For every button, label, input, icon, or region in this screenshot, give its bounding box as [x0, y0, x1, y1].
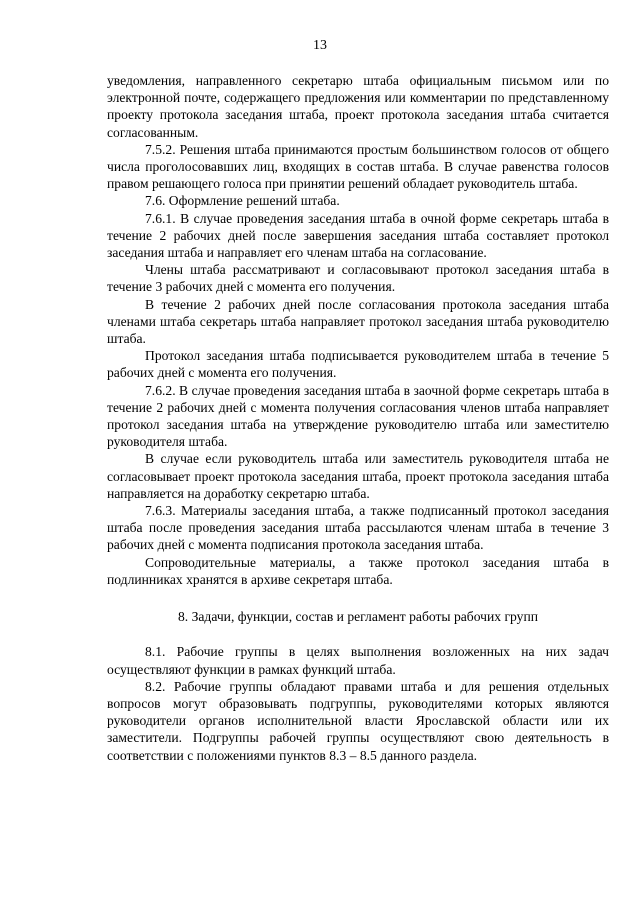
paragraph: Протокол заседания штаба подписывается руководителем штаба в течение 5 рабочих дней с момента его получения.	[107, 348, 609, 381]
document-body	[107, 72, 609, 764]
paragraph: 8.2. Рабочие группы обладают правами штаба и для решения отдельных вопросов могут образовывать подгруппы, руководителями которых являются руководители органов исполнительной власти Ярославской области или их заместители. Подгруппы рабочей группы осуществляют свою деятельность в соответствии с положениями пунктов 8.3 – 8.5 данного раздела.	[107, 678, 609, 763]
paragraphs-after	[107, 643, 609, 763]
paragraph: В случае если руководитель штаба или заместитель руководителя штаба не согласовывает проект протокола заседания штаба, проект протокола заседания штаба направляется на доработку секретарю штаба.	[107, 451, 609, 501]
paragraph: 8.1. Рабочие группы в целях выполнения возложенных на них задач осуществляют функции в рамках функций штаба.	[107, 644, 609, 677]
paragraph: 7.5.2. Решения штаба принимаются простым большинством голосов от общего числа проголосовавших лиц, входящих в состав штаба. В случае равенства голосов правом решающего голоса при принятии решений обладает руководитель штаба.	[107, 141, 609, 192]
paragraph: уведомления, направленного секретарю штаба официальным письмом или по электронной почте, содержащего предложения или комментарии по представленному проекту протокола заседания штаба, проект протокола заседания штаба считается согласованным.	[107, 73, 609, 140]
paragraph: 7.6. Оформление решений штаба.	[145, 193, 340, 209]
paragraph: В течение 2 рабочих дней после согласования протокола заседания штаба членами штаба секретарь штаба направляет протокол заседания штаба руководителю штаба.	[107, 296, 609, 347]
paragraph: Сопроводительные материалы, а также протокол заседания штаба в подлинниках хранятся в архиве секретаря штаба.	[107, 554, 609, 587]
paragraph: Члены штаба рассматривают и согласовывают протокол заседания штаба в течение 3 рабочих дней с момента его получения.	[107, 262, 609, 295]
paragraph: 7.6.1. В случае проведения заседания штаба в очной форме секретарь штаба в течение 2 рабочих дней после завершения заседания штаба составляет протокол заседания штаба и направляет его членам штаба на согласование.	[107, 210, 609, 261]
paragraph: 7.6.2. В случае проведения заседания штаба в заочной форме секретарь штаба в течение 2 рабочих дней с момента получения согласования членов штаба направляет протокол заседания штаба на утверждение руководителю штаба или заместителю руководителя штаба.	[107, 382, 609, 450]
page-number: 13	[313, 38, 327, 53]
paragraphs-before	[107, 72, 609, 588]
paragraph: 7.6.3. Материалы заседания штаба, а также подписанный протокол заседания штаба после проведения заседания штаба рассылаются членам штаба в течение 3 рабочих дней с момента подписания протокола заседания штаба.	[107, 503, 609, 553]
section-heading: 8. Задачи, функции, состав и регламент работы рабочих групп	[177, 609, 538, 625]
